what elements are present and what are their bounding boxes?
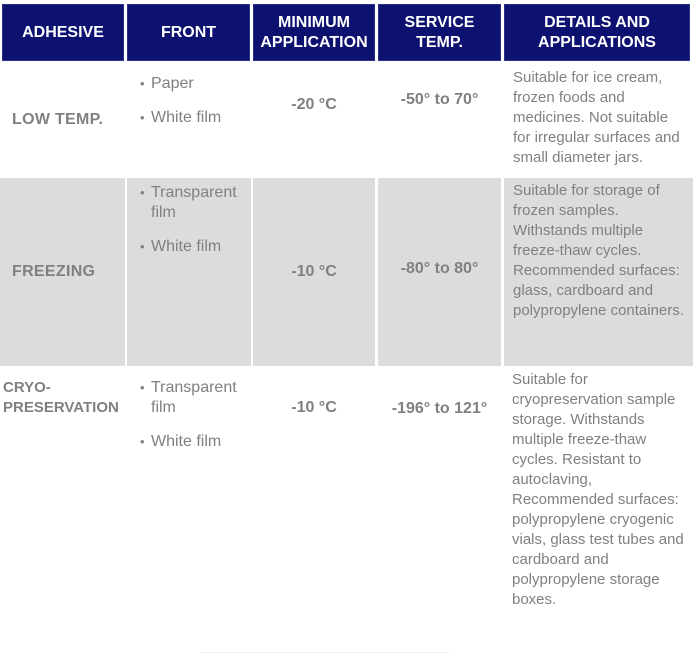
bottom-divider — [200, 652, 450, 653]
front-item-label: White film — [151, 433, 222, 450]
service-temp-value: -196° to 121° — [391, 400, 488, 417]
header-service-temp — [378, 4, 501, 61]
header-adhesive — [2, 4, 124, 61]
adhesive-label: FREEZING — [12, 263, 96, 280]
row-cryo-front — [127, 378, 251, 478]
front-item — [138, 108, 251, 128]
header-min-application-line1: MINIMUM — [278, 13, 350, 31]
row-low-temp-adhesive — [0, 65, 125, 175]
bullet-icon: • — [140, 110, 145, 125]
row-low-temp-front — [127, 74, 251, 175]
header-details-line1: DETAILS AND — [544, 13, 650, 31]
row-low-temp-min-application — [253, 65, 375, 145]
details-text: Suitable for ice cream, frozen foods and medicines. Not suitable for irregular surfaces and small diameter jars. — [513, 69, 680, 166]
front-item — [138, 74, 251, 94]
front-item-label: White film — [151, 238, 222, 255]
row-cryo-service-temp — [378, 370, 501, 448]
min-application-value: -10 °C — [291, 399, 337, 416]
min-application-value: -10 °C — [291, 263, 337, 280]
header-adhesive-label: ADHESIVE — [22, 23, 104, 41]
bullet-icon: • — [140, 76, 145, 91]
front-item-label: Transparent film — [151, 379, 237, 416]
row-low-temp-service-temp — [378, 65, 501, 135]
row-cryo-details — [503, 367, 693, 612]
front-item — [138, 183, 247, 223]
front-item-label: Paper — [151, 75, 194, 92]
front-item — [138, 378, 247, 418]
row-freezing-min-application — [253, 178, 375, 366]
adhesive-label-line1: CRYO- — [3, 379, 51, 396]
bullet-icon: • — [140, 239, 145, 254]
row-low-temp-details — [504, 65, 693, 175]
row-cryo-min-application — [253, 370, 375, 446]
header-details — [504, 4, 690, 61]
header-details-line2: APPLICATIONS — [538, 33, 656, 51]
header-front — [127, 4, 250, 61]
header-service-temp-line2: TEMP. — [416, 33, 463, 51]
details-text: Suitable for cryopreservation sample storage. Withstands multiple freeze-thaw cycles. Resistant to autoclaving, Recommended surfaces: polypropylene cryogenic vials, glass test tubes and cardboard and polypropylene storage boxes. — [512, 371, 684, 608]
front-item — [138, 432, 247, 452]
row-freezing-details — [504, 178, 693, 366]
header-front-label: FRONT — [160, 23, 217, 41]
adhesive-label-line2: PRESERVATION — [3, 399, 119, 416]
front-item-label: White film — [151, 109, 222, 126]
bullet-icon: • — [140, 434, 145, 449]
row-freezing-service-temp — [378, 178, 501, 366]
min-application-value: -20 °C — [291, 96, 337, 113]
front-item — [138, 237, 247, 257]
header-min-application-line2: APPLICATION — [260, 33, 368, 51]
row-freezing-adhesive — [0, 178, 125, 366]
row-cryo-adhesive — [0, 370, 135, 430]
header-service-temp-line1: SERVICE — [404, 13, 475, 31]
front-item-label: Transparent film — [151, 184, 237, 221]
bullet-icon: • — [140, 185, 145, 200]
adhesive-label: LOW TEMP. — [12, 111, 104, 128]
service-temp-value: -50° to 70° — [400, 91, 479, 108]
service-temp-value: -80° to 80° — [400, 260, 479, 277]
bullet-icon: • — [140, 380, 145, 395]
header-min-application — [253, 4, 375, 61]
details-text: Suitable for storage of frozen samples. Withstands multiple freeze-thaw cycles. Recommended surfaces: glass, cardboard and polypropylene containers. — [513, 182, 684, 319]
row-freezing-front — [127, 178, 251, 366]
